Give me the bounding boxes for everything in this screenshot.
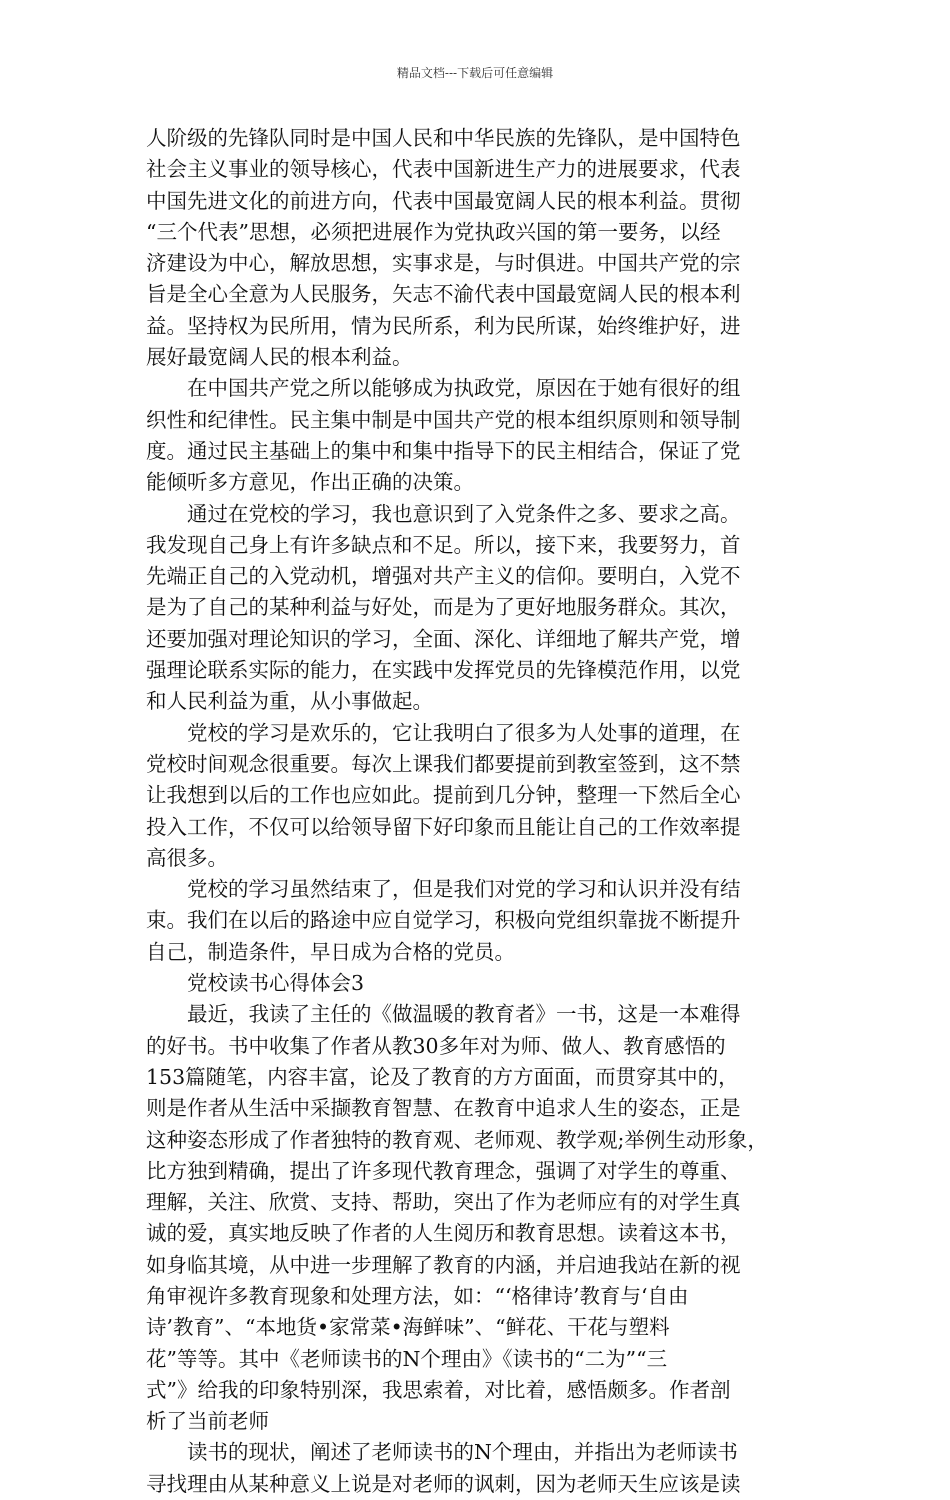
text-line: 先端正自己的入党动机，增强对共产主义的信仰。要明白，入党不 (146, 564, 741, 589)
text-line: 能倾听多方意见，作出正确的决策。 (146, 470, 474, 495)
paragraph (146, 968, 826, 999)
text-line: 党校读书心得体会3 (187, 971, 365, 996)
text-line: 自己，制造条件，早日成为合格的党员。 (146, 939, 515, 964)
text-line: 党校的学习虽然结束了，但是我们对党的学习和认识并没有结 (187, 877, 741, 902)
text-line: 角审视许多教育现象和处理方法，如：“‘格律诗’教育与‘自由 (146, 1283, 689, 1308)
text-line: 诗’教育”、“本地货•家常菜•海鲜味”、“鲜花、干花与塑料 (146, 1315, 670, 1340)
text-line: 强理论联系实际的能力，在实践中发挥党员的先锋模范作用，以党 (146, 658, 741, 683)
text-line: 在中国共产党之所以能够成为执政党，原因在于她有很好的组 (187, 376, 741, 401)
text-line: “三个代表”思想，必须把进展作为党执政兴国的第一要务，以经 (146, 219, 721, 244)
text-line: 诚的爱，真实地反映了作者的人生阅历和教育思想。读着这本书， (146, 1221, 741, 1246)
document-body (146, 123, 826, 1500)
text-line: 社会主义事业的领导核心，代表中国新进生产力的进展要求，代表 (146, 157, 741, 182)
text-line: 这种姿态形成了作者独特的教育观、老师观、教学观;举例生动形象， (146, 1127, 768, 1152)
text-line: 旨是全心全意为人民服务，矢志不渝代表中国最宽阔人民的根本利 (146, 282, 741, 307)
text-line: 党校的学习是欢乐的，它让我明白了很多为人处事的道理，在 (187, 720, 741, 745)
text-line: 如身临其境，从中进一步理解了教育的内涵，并启迪我站在新的视 (146, 1252, 741, 1277)
text-line: 我发现自己身上有许多缺点和不足。所以，接下来，我要努力，首 (146, 532, 741, 557)
paragraph (146, 373, 826, 498)
text-line: 通过在党校的学习，我也意识到了入党条件之多、要求之高。 (187, 501, 741, 526)
text-line: 党校时间观念很重要。每次上课我们都要提前到教室签到，这不禁 (146, 751, 741, 776)
text-line: 高很多。 (146, 845, 228, 870)
text-line: 则是作者从生活中采撷教育智慧、在教育中追求人生的姿态，正是 (146, 1096, 741, 1121)
text-line: 和人民利益为重，从小事做起。 (146, 689, 433, 714)
text-line: 中国先进文化的前进方向，代表中国最宽阔人民的根本利益。贯彻 (146, 188, 741, 213)
text-line: 153篇随笔，内容丰富，论及了教育的方方面面，而贯穿其中的， (146, 1064, 739, 1089)
text-line: 最近，我读了主任的《做温暖的教育者》一书，这是一本难得 (187, 1002, 741, 1027)
paragraph (146, 874, 826, 968)
text-line: 读书的现状，阐述了老师读书的N个理由，并指出为老师读书 (187, 1440, 738, 1465)
text-line: 理解，关注、欣赏、支持、帮助，突出了作为老师应有的对学生真 (146, 1190, 741, 1215)
text-line: 展好最宽阔人民的根本利益。 (146, 345, 413, 370)
text-line: 还要加强对理论知识的学习，全面、深化、详细地了解共产党，增 (146, 626, 741, 651)
paragraph (146, 1437, 826, 1500)
text-line: 寻找理由从某种意义上说是对老师的讽刺，因为老师天生应该是读 (146, 1471, 741, 1496)
text-line: 花”等等。其中《老师读书的N个理由》《读书的“二为”“三 (146, 1346, 668, 1371)
text-line: 是为了自己的某种利益与好处，而是为了更好地服务群众。其次， (146, 595, 741, 620)
text-line: 析了当前老师 (146, 1409, 269, 1434)
paragraph (146, 718, 826, 874)
text-line: 度。通过民主基础上的集中和集中指导下的民主相结合，保证了党 (146, 438, 741, 463)
paragraph (146, 999, 826, 1437)
text-line: 济建设为中心，解放思想，实事求是，与时俱进。中国共产党的宗 (146, 251, 741, 276)
text-line: 比方独到精确，提出了许多现代教育理念，强调了对学生的尊重、 (146, 1158, 741, 1183)
paragraph (146, 499, 826, 718)
text-line: 的好书。书中收集了作者从教30多年对为师、做人、教育感悟的 (146, 1033, 726, 1058)
text-line: 织性和纪律性。民主集中制是中国共产党的根本组织原则和领导制 (146, 407, 741, 432)
paragraph (146, 123, 826, 373)
text-line: 束。我们在以后的路途中应自觉学习，积极向党组织靠拢不断提升 (146, 908, 741, 933)
text-line: 益。坚持权为民所用，情为民所系，利为民所谋，始终维护好，进 (146, 313, 741, 338)
page-header: 精品文档---下载后可任意编辑 (396, 66, 554, 80)
text-line: 式”》给我的印象特别深，我思索着，对比着，感悟颇多。作者剖 (146, 1377, 731, 1402)
text-line: 投入工作，不仅可以给领导留下好印象而且能让自己的工作效率提 (146, 814, 741, 839)
text-line: 人阶级的先锋队同时是中国人民和中华民族的先锋队，是中国特色 (146, 126, 741, 150)
text-line: 让我想到以后的工作也应如此。提前到几分钟，整理一下然后全心 (146, 783, 741, 808)
